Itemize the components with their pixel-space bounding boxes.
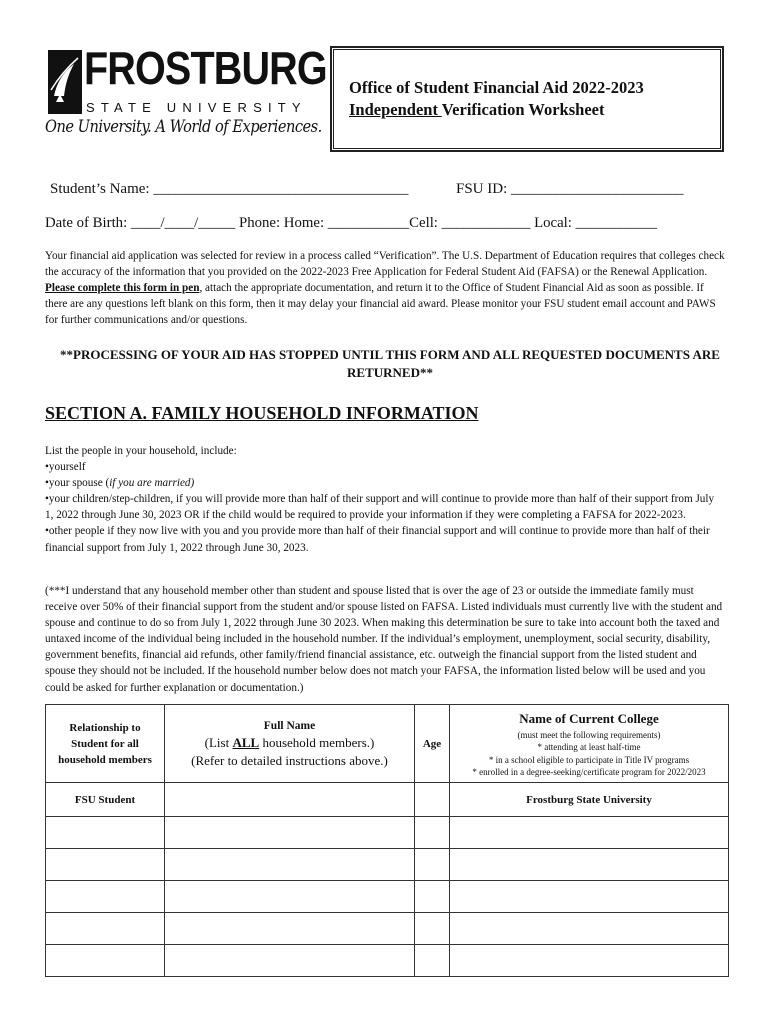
- age-cell[interactable]: [415, 783, 450, 817]
- form-subtitle: [349, 100, 604, 120]
- table-row: [46, 945, 729, 977]
- table-row: [46, 817, 729, 849]
- header-full-name-title: Full Name: [263, 719, 316, 732]
- processing-notice: **PROCESSING OF YOUR AID HAS STOPPED UNTIL THIS FORM AND ALL REQUESTED DOCUMENTS ARE RETURNED**: [60, 347, 720, 380]
- table-row: [46, 849, 729, 881]
- age-cell[interactable]: [415, 817, 450, 849]
- list-item: •yourself: [45, 461, 86, 474]
- age-cell[interactable]: [415, 849, 450, 881]
- fsu-student-label: FSU Student: [46, 783, 165, 817]
- intro-text-1: Your financial aid application was selected for review in a process called “Verification”. The U.S. Department of Education requires that colleges check the accuracy of the information that you provided on the 2022-2023 Free Application for Federal Student Aid (FAFSA) or the Renewal Application.: [45, 250, 725, 279]
- college-cell[interactable]: [450, 849, 729, 881]
- table-row: [46, 881, 729, 913]
- list-intro: List the people in your household, include:: [45, 445, 237, 457]
- intro-bold-instruction: Please complete this form in pen: [45, 282, 200, 295]
- form-subtitle-rest: Verification Worksheet: [441, 100, 605, 119]
- college-cell[interactable]: [450, 913, 729, 945]
- form-title: Office of Student Financial Aid 2022-2023: [349, 78, 644, 97]
- name-cell[interactable]: [165, 783, 415, 817]
- sub1-prefix: (List: [204, 734, 233, 750]
- fsu-college-label: Frostburg State University: [450, 783, 729, 817]
- table-row: [46, 913, 729, 945]
- college-cell[interactable]: [450, 881, 729, 913]
- section-a-title: SECTION A. FAMILY HOUSEHOLD INFORMATION: [45, 403, 479, 423]
- name-cell[interactable]: [165, 913, 415, 945]
- table-header-row: [46, 705, 729, 783]
- household-note: (***I understand that any household member other than student and spouse listed that is over the age of 23 or outside the immediate family must receive over 50% of their financial support from the student and/or spouse listed on FAFSA. Listed individuals must currently live with the student and spouse and continue to do so from July 1, 2022 through June 30 2023. When making this determination be sure to take into account both the taxed and untaxed income of the individual being included in the household number. If the individual’s employment, unemployment, social security, disability, government benefits, financial aid refunds, other family/friend financial assistance, etc. outweigh the financial support from the listed student and spouse they should not be included. If the household number below does not match your FAFSA, the information listed below will be used and you could be asked for further explanation or documentation.): [45, 585, 723, 694]
- sub1-suffix: household members.): [259, 734, 375, 750]
- college-cell[interactable]: [450, 817, 729, 849]
- household-list: [45, 443, 725, 556]
- name-cell[interactable]: [165, 849, 415, 881]
- list-item: •your children/step-children, if you will provide more than half of their support and will continue to provide more than half of their support from July 1, 2022 through June 30, 2023 OR if the child would be required to provide your information if they were completing a FAFSA for 2022-2023.: [45, 493, 715, 522]
- fsu-id-field[interactable]: FSU ID: _______________________: [456, 181, 684, 197]
- name-cell[interactable]: [165, 945, 415, 977]
- age-cell[interactable]: [415, 881, 450, 913]
- relationship-cell[interactable]: [46, 881, 165, 913]
- sub1-bold: ALL: [232, 734, 260, 750]
- logo-name: FROSTBURG: [84, 42, 327, 94]
- name-cell[interactable]: [165, 817, 415, 849]
- header-college-title: Name of Current College: [519, 710, 659, 726]
- list-item: [45, 475, 725, 491]
- header-full-name: [165, 705, 415, 783]
- header-full-name-sub2: (Refer to detailed instructions above.): [191, 752, 388, 768]
- college-requirement: * attending at least half-time: [537, 742, 641, 752]
- contact-info-fields[interactable]: Date of Birth: ____/____/_____ Phone: Home: ___________Cell: ____________ Local: ___________: [45, 215, 657, 231]
- list-item-text: •your spouse (: [45, 477, 110, 490]
- table-row: [46, 783, 729, 817]
- college-requirement: * enrolled in a degree-seeking/certificate program for 2022/2023: [472, 767, 706, 777]
- college-requirement: (must meet the following requirements): [517, 729, 661, 740]
- college-requirement: * in a school eligible to participate in Title IV programs: [488, 754, 690, 765]
- university-logo-mark: [48, 46, 88, 125]
- student-name-field[interactable]: Student’s Name: __________________________________: [50, 181, 409, 197]
- age-cell[interactable]: [415, 913, 450, 945]
- name-cell[interactable]: [165, 881, 415, 913]
- form-subtitle-underlined: Independent: [349, 100, 442, 119]
- intro-paragraph: [45, 248, 725, 328]
- logo-tagline: One University. A World of Experiences.: [45, 117, 322, 137]
- relationship-cell[interactable]: [46, 849, 165, 881]
- header-age: Age: [415, 705, 450, 783]
- age-cell[interactable]: [415, 945, 450, 977]
- intro-text-2: , attach the appropriate documentation, and return it to the Office of Student Financial Aid as soon as possible. If there are any questions left blank on this form, then it may delay your financial aid award. Please monitor your FSU student email account and PAWS for further communications and/or questions.: [45, 282, 716, 327]
- logo-subtitle: STATE UNIVERSITY: [86, 100, 307, 115]
- title-box: [330, 46, 724, 152]
- relationship-cell[interactable]: [46, 945, 165, 977]
- header-relationship: Relationship to Student for all household members: [46, 705, 165, 783]
- college-cell[interactable]: [450, 945, 729, 977]
- list-item: •other people if they now live with you and you provide more than half of their financial support and will continue to provide more than half of their financial support from July 1, 2022 through June 30, 2023.: [45, 525, 710, 554]
- header-college: [450, 705, 729, 783]
- relationship-cell[interactable]: [46, 817, 165, 849]
- list-item-italic: if you are married): [109, 477, 195, 490]
- household-table: [45, 704, 729, 977]
- header-full-name-sub1: [165, 734, 414, 752]
- relationship-cell[interactable]: [46, 913, 165, 945]
